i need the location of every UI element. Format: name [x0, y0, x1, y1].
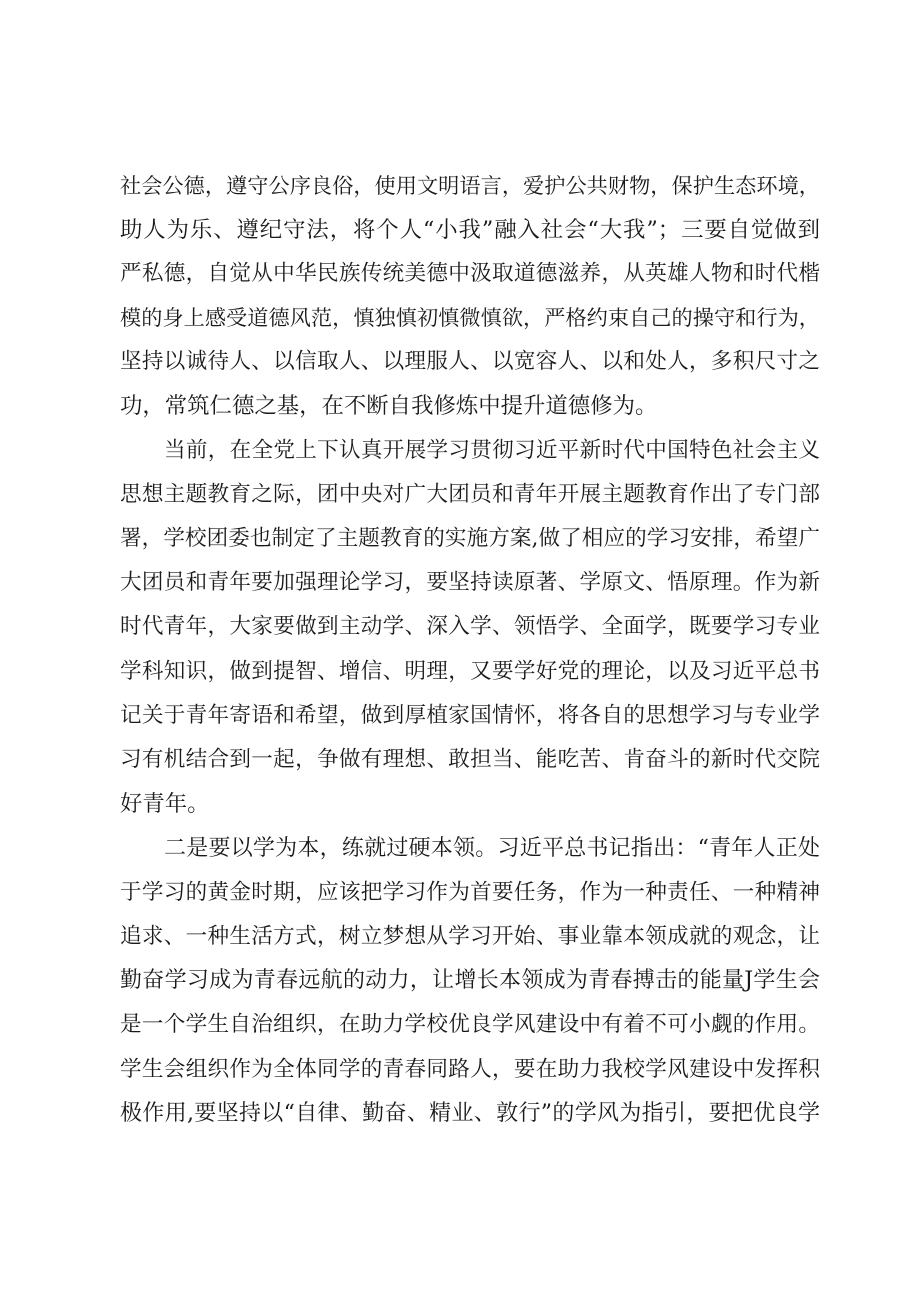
paragraph-1-line-1: 社会公德，遵守公序良俗，使用文明语言，爱护公共财物，保护生态环境， [120, 173, 820, 198]
paragraph-1-line-3: 严私德，自觉从中华民族传统美德中汲取道德滋养，从英雄人物和时代楷 [120, 261, 820, 286]
paragraph-2-line-4: 大团员和青年要加强理论学习，要坚持读原著、学原文、悟原理。作为新 [120, 570, 820, 595]
paragraph-1-line-5: 坚持以诚待人、以信取人、以理服人、以宽容人、以和处人，多积尺寸之 [120, 349, 820, 374]
paragraph-1-line-2: 助人为乐、遵纪守法，将个人“小我”融入社会“大我”；三要自觉做到 [120, 217, 820, 243]
paragraph-2-line-7: 记关于青年寄语和希望，做到厚植家国情怀，将各自的思想学习与专业学 [120, 703, 820, 728]
paragraph-2-line-6: 学科知识，做到提智、增信、明理，又要学好党的理论，以及习近平总书 [120, 659, 820, 684]
paragraph-1-line-4: 模的身上感受道德风范，慎独慎初慎微慎欲，严格约束自己的操守和行为， [120, 305, 820, 330]
paragraph-2-line-8: 习有机结合到一起，争做有理想、敢担当、能吃苦、肯奋斗的新时代交院 [120, 747, 820, 772]
paragraph-3-line-7: 极作用,要坚持以“自律、勤奋、精业、敦行”的学风为指引，要把优良学 [120, 1101, 820, 1126]
paragraph-3-line-1: 二是要以学为本，练就过硬本领。习近平总书记指出：“青年人正处 [164, 836, 820, 861]
paragraph-3-line-3: 追求、一种生活方式，树立梦想从学习开始、事业靠本领成就的观念，让 [120, 924, 820, 949]
paragraph-2-line-1: 当前，在全党上下认真开展学习贯彻习近平新时代中国特色社会主义 [164, 438, 820, 463]
paragraph-3-line-6: 学生会组织作为全体同学的青春同路人，要在助力我校学风建设中发挥积 [120, 1057, 820, 1082]
paragraph-2-line-5: 时代青年，大家要做到主动学、深入学、领悟学、全面学，既要学习专业 [120, 614, 820, 639]
paragraph-2-line-2: 思想主题教育之际，团中央对广大团员和青年开展主题教育作出了专门部 [120, 482, 820, 507]
paragraph-2-line-3: 署，学校团委也制定了主题教育的实施方案,做了相应的学习安排，希望广 [120, 526, 820, 551]
paragraph-3-line-4: 勤奋学习成为青春远航的动力，让增长本领成为青春搏击的能量J学生会 [120, 968, 820, 993]
paragraph-3-line-5: 是一个学生自治组织，在助力学校优良学风建设中有着不可小觑的作用。 [120, 1012, 820, 1037]
paragraph-2-line-9: 好青年。 [120, 791, 210, 817]
paragraph-3-line-2: 于学习的黄金时期，应该把学习作为首要任务，作为一种责任、一种精神 [120, 880, 820, 905]
paragraph-1-line-6: 功，常筑仁德之基，在不断自我修炼中提升道德修为。 [120, 393, 658, 419]
